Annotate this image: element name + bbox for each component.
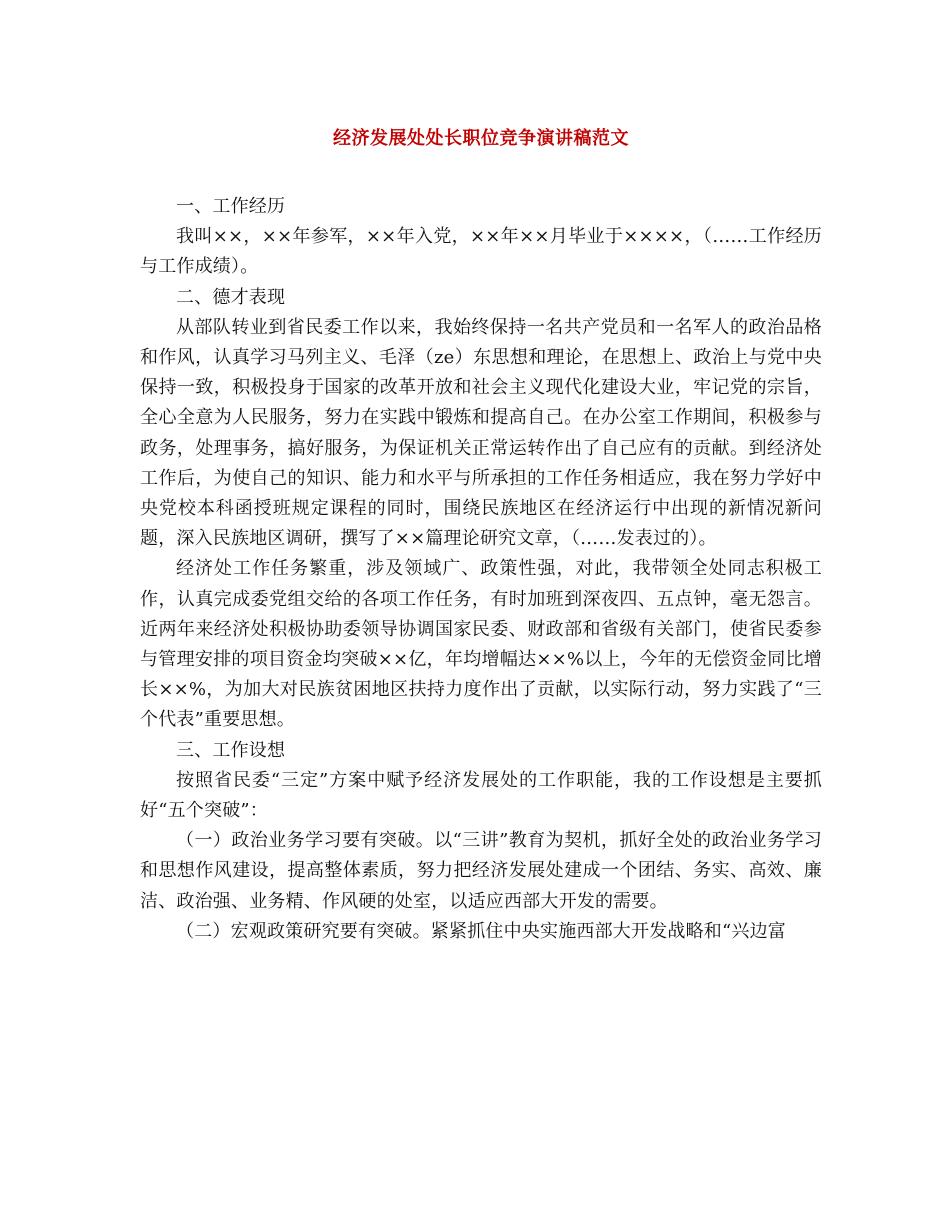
paragraph-character-ability: 从部队转业到省民委工作以来，我始终保持一名共产党员和一名军人的政治品格和作风，认真学习马列主义、毛泽（ze）东思想和理论，在思想上、政治上与党中央保持一致，积极投身于国家的改革开放和社会主义现代化建设大业，牢记党的宗旨，全心全意为人民服务，努力在实践中锻炼和提高自己。在办公室工作期间，积极参与政务，处理事务，搞好服务，为保证机关正常运转作出了自己应有的贡献。到经济处工作后，为使自己的知识、能力和水平与所承担的工作任务相适应，我在努力学好中央党校本科函授班规定课程的同时，围绕民族地区在经济运行中出现的新情况新问题，深入民族地区调研，撰写了××篇理论研究文章，（……发表过的）。 xyxy=(140,316,822,550)
paragraph-economic-work: 经济处工作任务繁重，涉及领域广、政策性强，对此，我带领全处同志积极工作，认真完成委党组交给的各项工作任务，有时加班到深夜四、五点钟，毫无怨言。近两年来经济处积极协助委领导协调国家民委、财政部和省级有关部门，使省民委参与管理安排的项目资金均突破××亿，年均增幅达××%以上，今年的无偿资金同比增长××%，为加大对民族贫困地区扶持力度作出了贡献，以实际行动，努力实践了“三个代表”重要思想。 xyxy=(140,558,822,731)
paragraph-introduction: 我叫××，××年参军，××年入党，××年××月毕业于××××，（……工作经历与工作成绩）。 xyxy=(140,226,822,278)
section-heading-character-ability: 二、德才表现 xyxy=(176,286,286,308)
section-heading-work-experience: 一、工作经历 xyxy=(176,196,286,217)
document-body xyxy=(140,192,822,947)
paragraph-breakthrough-1: （一）政治业务学习要有突破。以“三讲”教育为契机，抓好全处的政治业务学习和思想作风建设，提高整体素质，努力把经济发展处建成一个团结、务实、高效、廉洁、政治强、业务精、作风硬的处室，以适应西部大开发的需要。 xyxy=(140,830,822,912)
section-heading-work-plan: 三、工作设想 xyxy=(176,739,286,761)
paragraph-breakthrough-2: （二）宏观政策研究要有突破。紧紧抓住中央实施西部大开发战略和“兴边富 xyxy=(176,920,786,942)
document-title: 经济发展处处长职位竞争演讲稿范文 xyxy=(333,128,629,149)
paragraph-work-plan-intro: 按照省民委“三定”方案中赋予经济发展处的工作职能，我的工作设想是主要抓好“五个突破”： xyxy=(140,769,822,822)
